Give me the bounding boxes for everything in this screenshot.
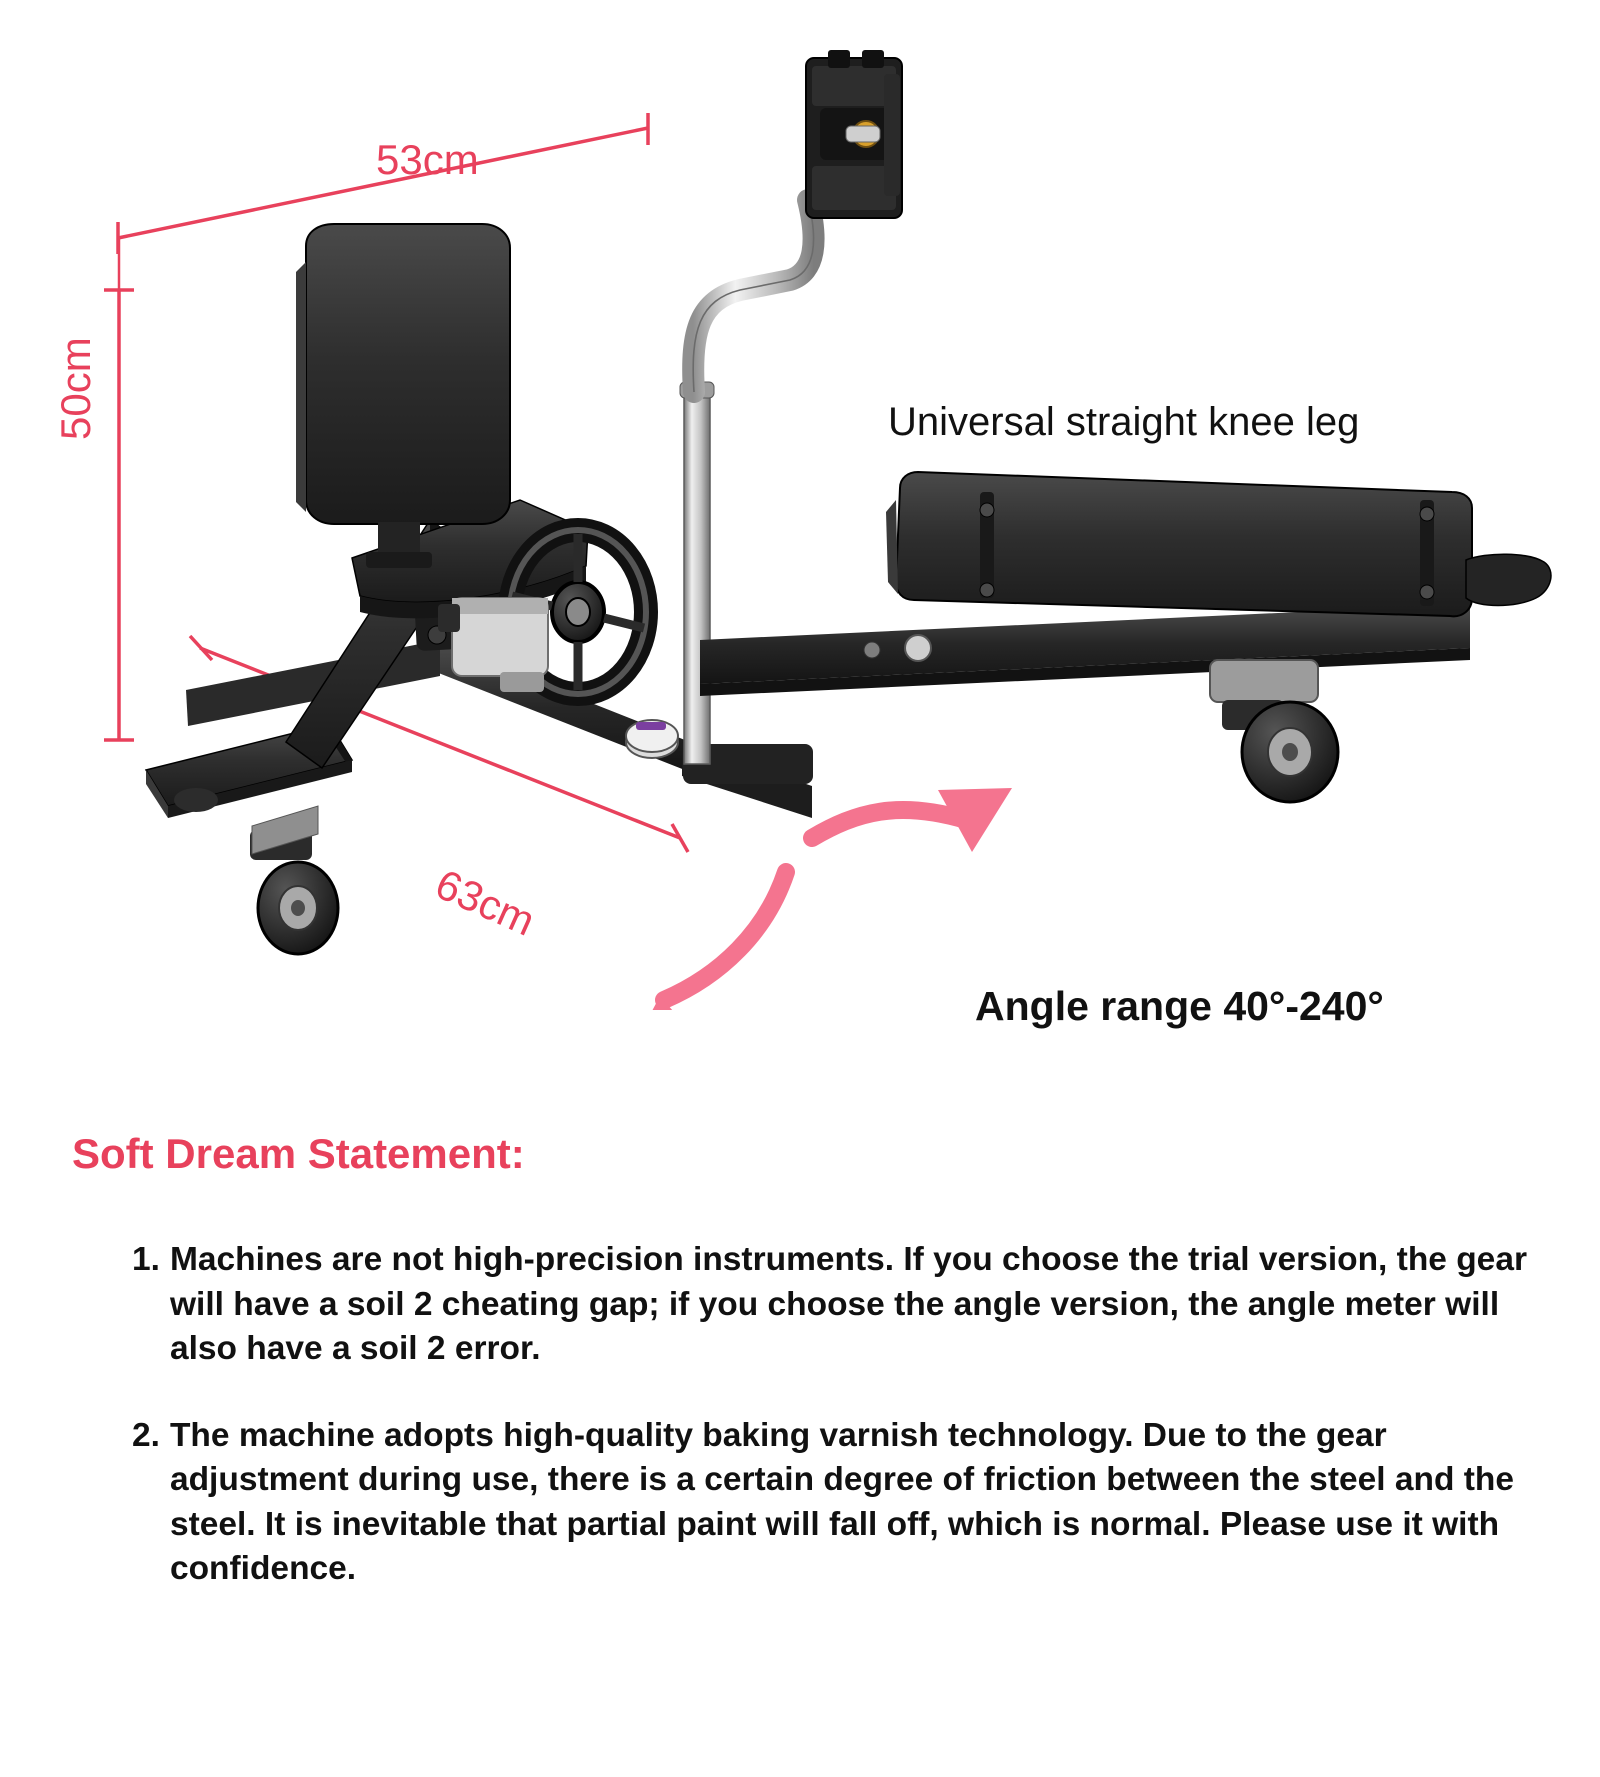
dimension-label-height: 50cm [52,337,99,440]
list-item [132,1414,1550,1592]
front-caster-wheel [250,806,338,954]
dimension-label-length: 63cm [428,860,542,945]
curved-support-tube [693,200,813,392]
horizontal-rail [700,604,1470,696]
callout-angle-range: Angle range 40°-240° [975,983,1384,1029]
straight-leg-pad [886,472,1551,616]
statement-list [132,1238,1550,1634]
callout-universal-straight-knee-leg: Universal straight knee leg [888,400,1360,444]
backrest-pad [296,224,510,568]
list-item-text: Machines are not high-precision instruments. If you choose the trial version, the gear will have a soil 2 cheating gap; if you choose the angle version, the angle meter will also have a soil 2 error. [169,1241,1527,1368]
angle-meter-dial [626,720,678,758]
list-item-text: The machine adopts high-quality baking varnish technology. Due to the gear adjustment during use, there is a certain degree of friction between the steel and the steel. It is inevitable that partial paint will fall off, which is normal. Please use it with confidence. [169,1416,1514,1588]
list-item [132,1238,1550,1372]
list-item-number: 2. [132,1416,160,1454]
list-item-number: 1. [132,1241,160,1278]
motion-arrows [628,788,1012,1010]
device-clamp-mount[interactable] [806,50,902,218]
dimension-label-width: 53cm [376,136,479,183]
rear-caster-wheel [1210,660,1338,802]
vertical-chrome-post [680,382,714,764]
statement-title: Soft Dream Statement: [72,1130,525,1177]
